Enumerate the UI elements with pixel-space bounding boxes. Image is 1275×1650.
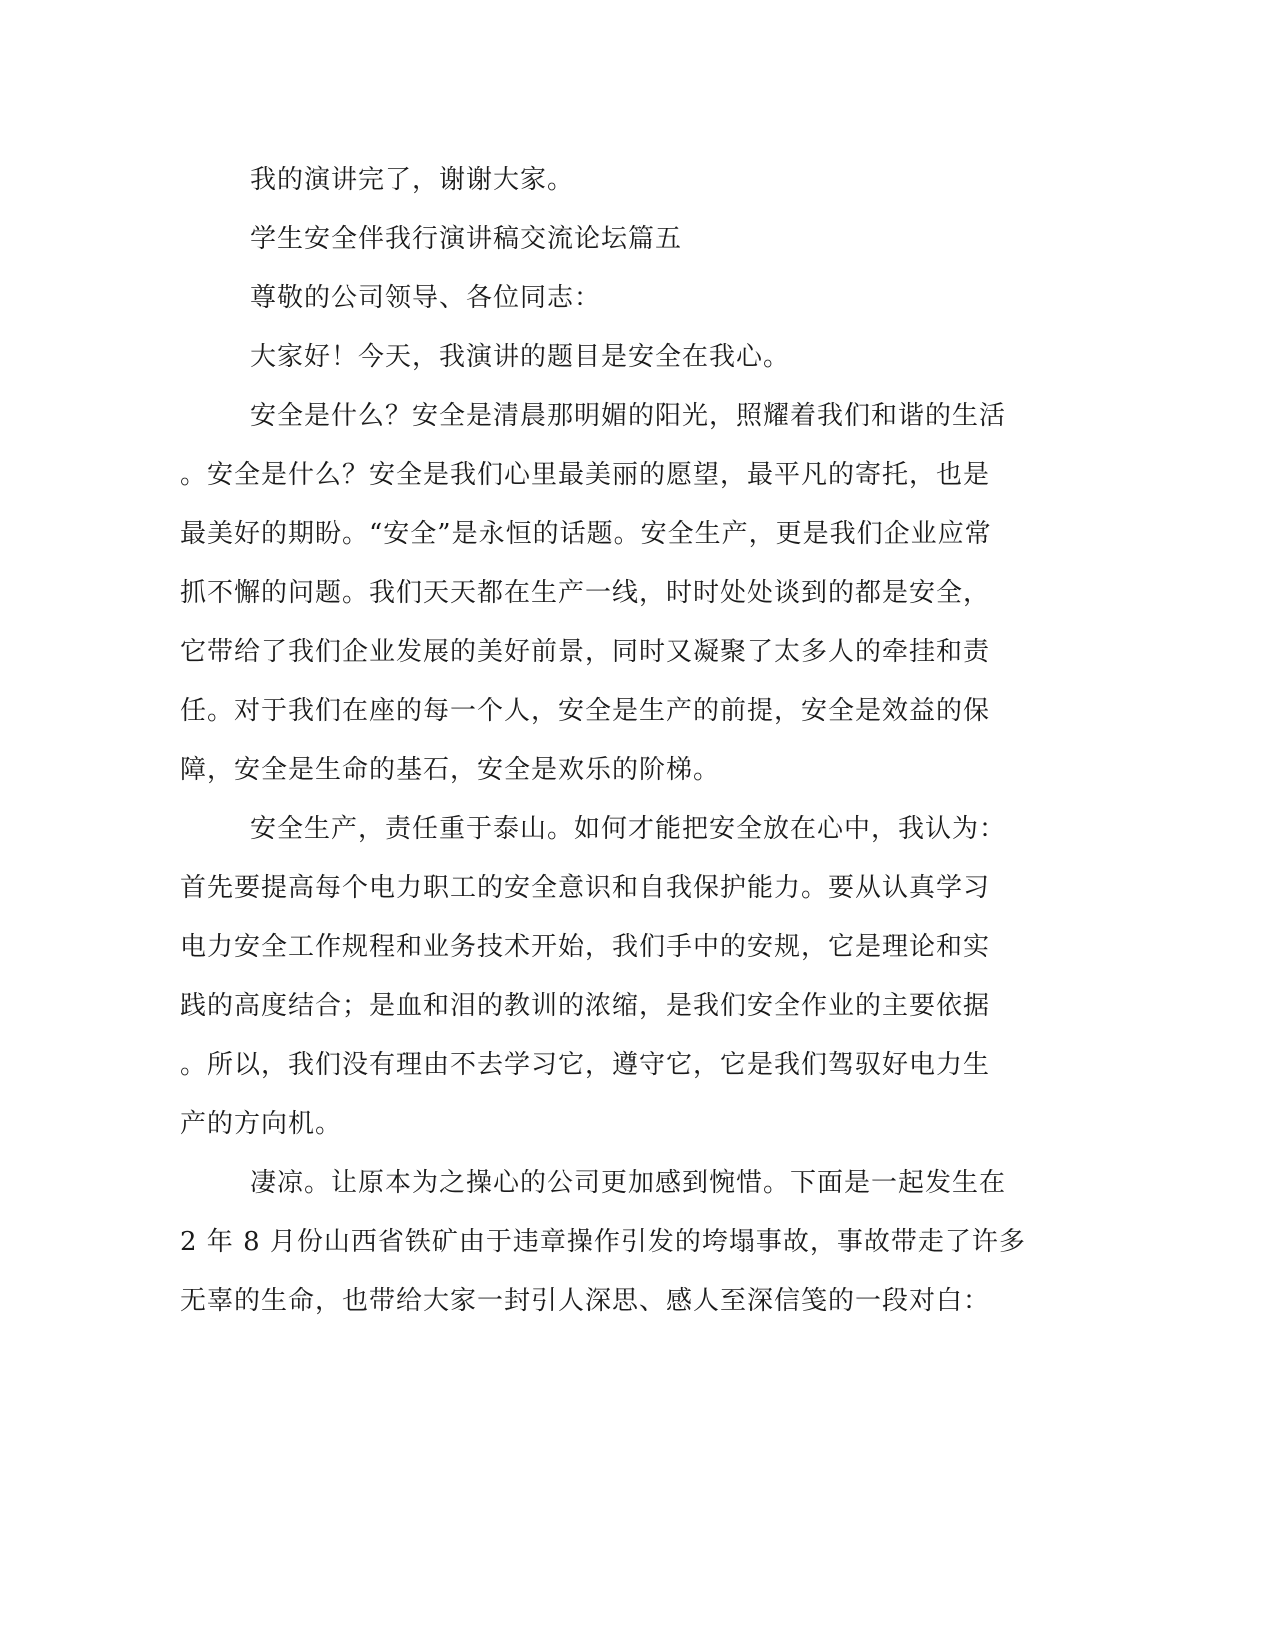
text-line: 首先要提高每个电力职工的安全意识和自我保护能力。要从认真学习 [180, 873, 991, 903]
text-line: 抓不懈的问题。我们天天都在生产一线，时时处处谈到的都是安全， [180, 578, 991, 608]
text-line: 障，安全是生命的基石，安全是欢乐的阶梯。 [180, 755, 721, 785]
text-line: 任。对于我们在座的每一个人，安全是生产的前提，安全是效益的保 [180, 696, 991, 726]
text-line: 。安全是什么？安全是我们心里最美丽的愿望，最平凡的寄托，也是 [180, 460, 991, 490]
text-line: 践的高度结合；是血和泪的教训的浓缩，是我们安全作业的主要依据 [180, 991, 991, 1021]
text-line: 产的方向机。 [180, 1109, 343, 1139]
text-line: 它带给了我们企业发展的美好前景，同时又凝聚了太多人的牵挂和责 [180, 637, 991, 667]
salutation: 尊敬的公司领导、各位同志： [250, 283, 602, 313]
text-line: 2 年 8 月份山西省铁矿由于违章操作引发的垮塌事故，事故带走了许多 [180, 1227, 1026, 1257]
text-line: 电力安全工作规程和业务技术开始，我们手中的安规，它是理论和实 [180, 932, 991, 962]
text-line: 安全生产，责任重于泰山。如何才能把安全放在心中，我认为： [250, 814, 1007, 844]
text-line: 我的演讲完了，谢谢大家。 [250, 165, 575, 195]
text-line: 。所以，我们没有理由不去学习它，遵守它，它是我们驾驭好电力生 [180, 1050, 991, 1080]
text-line: 最美好的期盼。“安全”是永恒的话题。安全生产，更是我们企业应常 [180, 519, 992, 549]
text-line: 大家好！今天，我演讲的题目是安全在我心。 [250, 342, 791, 372]
text-line: 凄凉。让原本为之操心的公司更加感到惋惜。下面是一起发生在 [250, 1168, 1007, 1198]
text-line: 安全是什么？安全是清晨那明媚的阳光，照耀着我们和谐的生活 [250, 401, 1007, 431]
section-heading: 学生安全伴我行演讲稿交流论坛篇五 [250, 224, 683, 254]
text-line: 无辜的生命，也带给大家一封引人深思、感人至深信笺的一段对白： [180, 1286, 991, 1316]
